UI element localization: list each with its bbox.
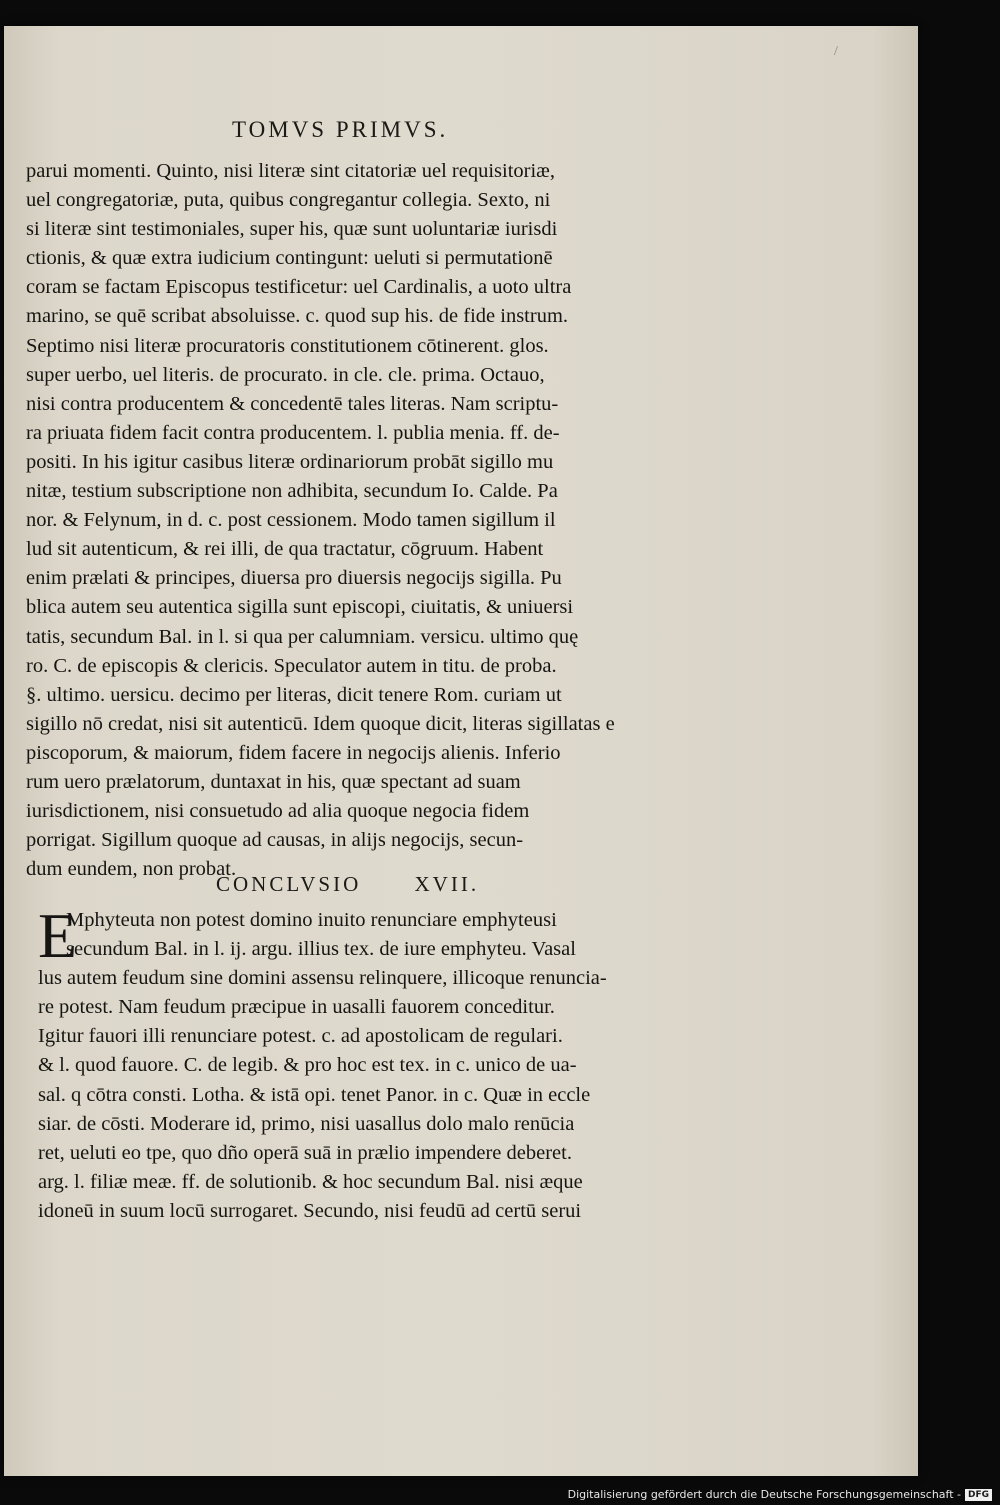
text-line: nitæ, testium subscriptione non adhibita, secundum Io. Calde. Pa <box>26 480 558 503</box>
text-line: sigillo nō credat, nisi sit autenticū. Idem quoque dicit, literas sigillatas e <box>26 712 615 735</box>
text-line: lus autem feudum sine domini assensu relinquere, illicoque renuncia- <box>38 967 607 990</box>
text-line: Mphyteuta non potest domino inuito renunciare emphyteusi <box>66 909 557 931</box>
paragraph-2 <box>38 900 708 1226</box>
text-line: dum eundem, non probat. <box>26 858 237 881</box>
conclusio-heading: CONCLVSIO XVII. <box>216 872 480 896</box>
text-line: & l. quod fauore. C. de legib. & pro hoc est tex. in c. unico de ua- <box>38 1054 577 1077</box>
footer <box>568 1488 992 1501</box>
text-line: marino, se quē scribat absoluisse. c. quod sup his. de fide instrum. <box>26 305 569 328</box>
text-line: idoneū in suum locū surrogaret. Secundo, nisi feudū ad certū serui <box>38 1199 582 1222</box>
text-line: Igitur fauori illi renunciare potest. c. ad apostolicam de regulari. <box>38 1025 563 1048</box>
text-line: uel congregatoriæ, puta, quibus congregantur collegia. Sexto, ni <box>26 189 551 212</box>
dfg-logo[interactable]: DFG <box>965 1489 992 1501</box>
text-line: tatis, secundum Bal. in l. si qua per calumniam. versicu. ultimo quę <box>26 625 579 648</box>
text-line: lud sit autenticum, & rei illi, de qua tractatur, cōgruum. Habent <box>26 538 544 561</box>
text-line: super uerbo, uel literis. de procurato. in cle. cle. prima. Octauo, <box>26 363 545 386</box>
text-line: §. ultimo. uersicu. decimo per literas, dicit tenere Rom. curiam ut <box>26 683 562 706</box>
running-head: TOMVS PRIMVS. <box>232 117 449 142</box>
text-line: si literæ sint testimoniales, super his, quæ sunt uoluntariæ iurisdi <box>26 218 558 241</box>
text-line: ra priuata fidem facit contra producentem. l. publia menia. ff. de- <box>26 421 560 444</box>
page-mark: / <box>834 44 838 59</box>
text-line: parui momenti. Quinto, nisi literæ sint citatoriæ uel requisitoriæ, <box>26 160 555 182</box>
text-line: ret, ueluti eo tpe, quo dño operā suā in prælio impendere deberet. <box>38 1141 572 1164</box>
text-line: ro. C. de episcopis & clericis. Speculator autem in titu. de proba. <box>26 654 557 677</box>
text-line: porrigat. Sigillum quoque ad causas, in alijs negocijs, secun- <box>26 829 524 852</box>
text-line: sal. q cōtra consti. Lotha. & istā opi. tenet Panor. in c. Quæ in eccle <box>38 1083 591 1106</box>
text-line: enim prælati & principes, diuersa pro diuersis negocijs sigilla. Pu <box>26 567 562 590</box>
text-line: re potest. Nam feudum præcipue in uasalli fauorem conceditur. <box>38 996 555 1019</box>
text-line: blica autem seu autentica sigilla sunt episcopi, ciuitatis, & uniuersi <box>26 596 574 619</box>
text-line: rum uero prælatorum, duntaxat in his, quæ spectant ad suam <box>26 770 521 793</box>
text-line: positi. In his igitur casibus literæ ordinariorum probāt sigillo mu <box>26 450 554 473</box>
text-line: Septimo nisi literæ procuratoris constitutionem cōtinerent. glos. <box>26 334 549 357</box>
text-line: coram se factam Episcopus testificetur: uel Cardinalis, a uoto ultra <box>26 276 572 299</box>
text-line: nisi contra producentem & concedentē tales literas. Nam scriptu- <box>26 392 559 415</box>
drop-cap: E <box>38 900 78 971</box>
text-line: siar. de cōsti. Moderare id, primo, nisi uasallus dolo malo renūcia <box>38 1112 575 1135</box>
text-line: arg. l. filiæ meæ. ff. de solutionib. & hoc secundum Bal. nisi æque <box>38 1170 583 1193</box>
text-line: secundum Bal. in l. ij. argu. illius tex. de iure emphyteu. Vasal <box>66 938 576 961</box>
text-line: iurisdictionem, nisi consuetudo ad alia quoque negocia fidem <box>26 800 530 823</box>
paragraph-1 <box>26 157 706 884</box>
footer-text: Digitalisierung gefördert durch die Deutsche Forschungsgemeinschaft - <box>567 1488 961 1501</box>
text-line: ctionis, & quæ extra iudicium contingunt: ueluti si permutationē <box>26 247 553 270</box>
text-line: piscoporum, & maiorum, fidem facere in negocijs alienis. Inferio <box>26 741 561 764</box>
text-line: nor. & Felynum, in d. c. post cessionem. Modo tamen sigillum il <box>26 509 556 532</box>
